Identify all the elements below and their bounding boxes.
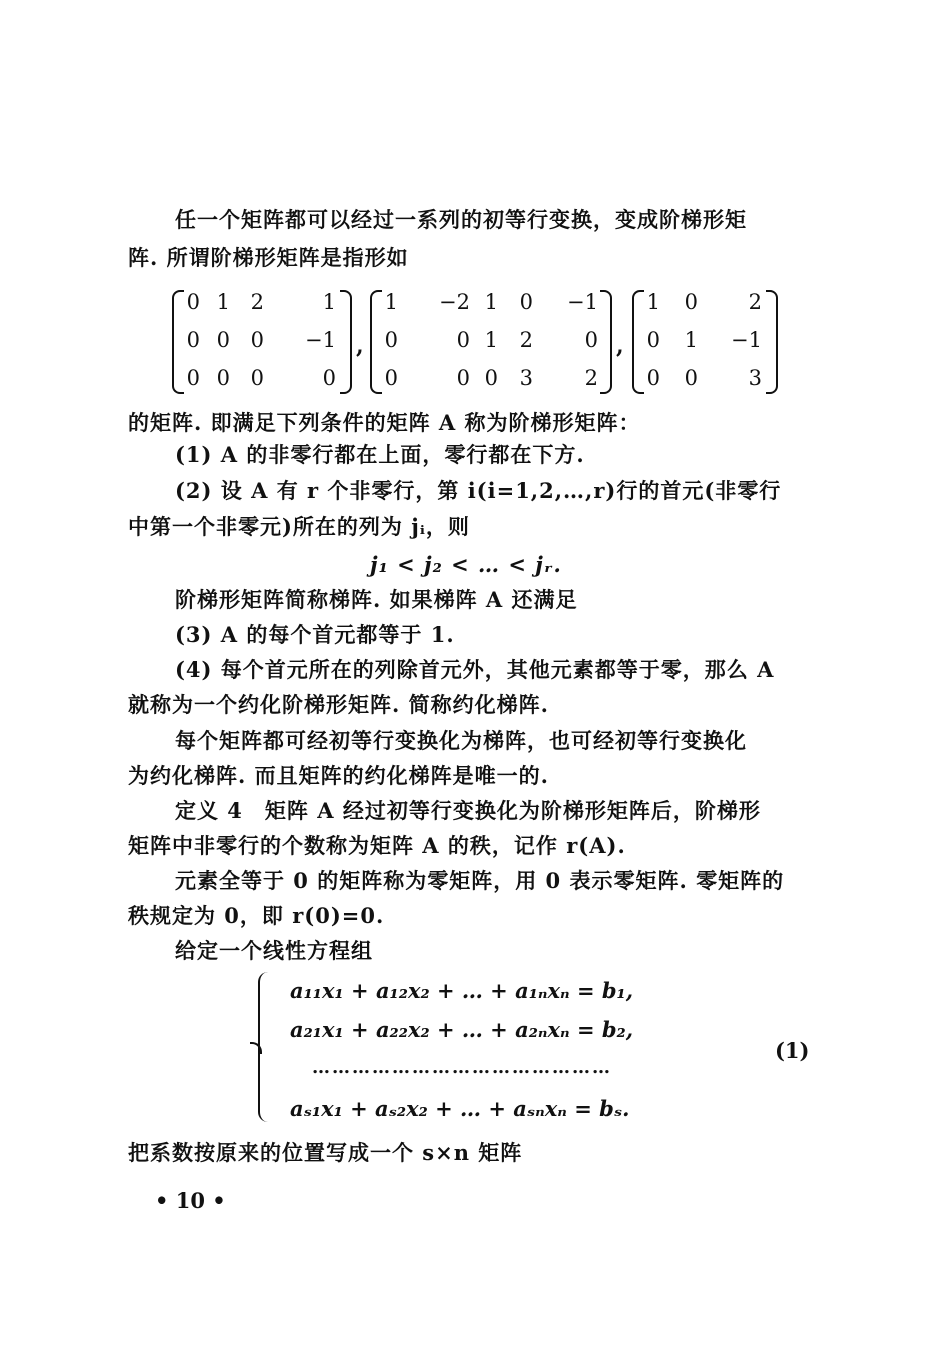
matrix-entry: 0	[250, 366, 264, 390]
matrix-entry: 0	[646, 366, 660, 390]
matrix-entry: 1	[484, 328, 498, 352]
matrix-entry: 0	[684, 290, 698, 314]
paragraph-echelon-abbrev: 阶梯形矩阵简称梯阵. 如果梯阵 A 还满足	[175, 587, 578, 612]
matrix-entry: 1	[684, 328, 698, 352]
matrix-entry: 1	[322, 290, 336, 314]
matrix-entry: −2	[439, 290, 470, 314]
column-inequality: j₁ < j₂ < … < jᵣ.	[370, 552, 562, 577]
matrix-entry: 0	[186, 328, 200, 352]
left-bracket	[632, 290, 644, 394]
system-brace	[258, 972, 274, 1122]
example-matrix-3	[632, 290, 778, 390]
condition-4-line2: 就称为一个约化阶梯形矩阵. 简称约化梯阵.	[128, 692, 549, 717]
matrix-entry: 2	[748, 290, 762, 314]
paragraph-intro-line2: 阵. 所谓阶梯形矩阵是指形如	[128, 245, 409, 270]
paragraph-uniqueness-line2: 为约化梯阵. 而且矩阵的约化梯阵是唯一的.	[128, 763, 549, 788]
matrix-comma: ,	[616, 333, 624, 359]
example-matrix-2	[370, 290, 612, 390]
matrix-entry: −1	[305, 328, 336, 352]
paragraph-uniqueness-line1: 每个矩阵都可经初等行变换化为梯阵，也可经初等行变换化	[175, 728, 747, 753]
matrix-entry: 0	[646, 328, 660, 352]
matrix-entry: 2	[519, 328, 533, 352]
system-ellipsis-row: ………………………………………	[312, 1057, 612, 1078]
matrix-entry: 1	[646, 290, 660, 314]
matrix-entry: 0	[216, 328, 230, 352]
condition-4-line1: (4) 每个首元所在的列除首元外，其他元素都等于零，那么 A	[175, 657, 775, 682]
right-bracket	[766, 290, 778, 394]
page-number: • 10 •	[155, 1188, 226, 1213]
matrix-entry: 1	[384, 290, 398, 314]
paragraph-linear-system-intro: 给定一个线性方程组	[175, 938, 373, 963]
matrix-entry: 0	[322, 366, 336, 390]
matrix-entry: 2	[250, 290, 264, 314]
paragraph-zero-matrix-line2: 秩规定为 0，即 r(0)=0.	[128, 903, 385, 928]
matrix-entry: 0	[519, 290, 533, 314]
left-bracket	[370, 290, 382, 394]
matrix-entry: 0	[216, 366, 230, 390]
condition-1: (1) A 的非零行都在上面，零行都在下方.	[175, 442, 585, 467]
system-equation-2: a₂₁x₁ + a₂₂x₂ + … + a₂ₙxₙ = b₂,	[290, 1017, 634, 1042]
equation-number: (1)	[775, 1038, 810, 1063]
condition-3: (3) A 的每个首元都等于 1.	[175, 622, 455, 647]
matrix-entry: −1	[567, 290, 598, 314]
matrix-entry: 0	[584, 328, 598, 352]
matrix-entry: −1	[731, 328, 762, 352]
matrix-entry: 0	[456, 366, 470, 390]
definition-4-line1: 定义 4 矩阵 A 经过初等行变换化为阶梯形矩阵后，阶梯形	[175, 798, 761, 823]
left-bracket	[172, 290, 184, 394]
condition-2-line1: (2) 设 A 有 r 个非零行，第 i(i=1,2,…,r)行的首元(非零行	[175, 478, 782, 503]
system-equation-1: a₁₁x₁ + a₁₂x₂ + … + a₁ₙxₙ = b₁,	[290, 978, 634, 1003]
matrix-entry: 0	[186, 290, 200, 314]
matrix-entry: 0	[456, 328, 470, 352]
paragraph-intro-line1: 任一个矩阵都可以经过一系列的初等行变换，变成阶梯形矩	[175, 207, 747, 232]
matrix-entry: 0	[250, 328, 264, 352]
paragraph-zero-matrix-line1: 元素全等于 0 的矩阵称为零矩阵，用 0 表示零矩阵. 零矩阵的	[175, 868, 785, 893]
matrix-entry: 3	[519, 366, 533, 390]
matrix-comma: ,	[356, 333, 364, 359]
right-bracket	[600, 290, 612, 394]
matrix-entry: 3	[748, 366, 762, 390]
example-matrix-1	[172, 290, 352, 390]
paragraph-conditions-intro: 的矩阵. 即满足下列条件的矩阵 A 称为阶梯形矩阵：	[128, 410, 641, 435]
condition-2-line2: 中第一个非零元)所在的列为 jᵢ，则	[128, 514, 470, 539]
matrix-entry: 1	[484, 290, 498, 314]
system-equation-last: aₛ₁x₁ + aₛ₂x₂ + … + aₛₙxₙ = bₛ.	[290, 1096, 630, 1121]
right-bracket	[340, 290, 352, 394]
matrix-entry: 0	[484, 366, 498, 390]
matrix-entry: 1	[216, 290, 230, 314]
matrix-entry: 2	[584, 366, 598, 390]
matrix-entry: 0	[684, 366, 698, 390]
paragraph-coefficient-matrix: 把系数按原来的位置写成一个 s×n 矩阵	[128, 1140, 523, 1165]
matrix-entry: 0	[384, 328, 398, 352]
matrix-entry: 0	[186, 366, 200, 390]
matrix-entry: 0	[384, 366, 398, 390]
definition-4-line2: 矩阵中非零行的个数称为矩阵 A 的秩，记作 r(A).	[128, 833, 626, 858]
